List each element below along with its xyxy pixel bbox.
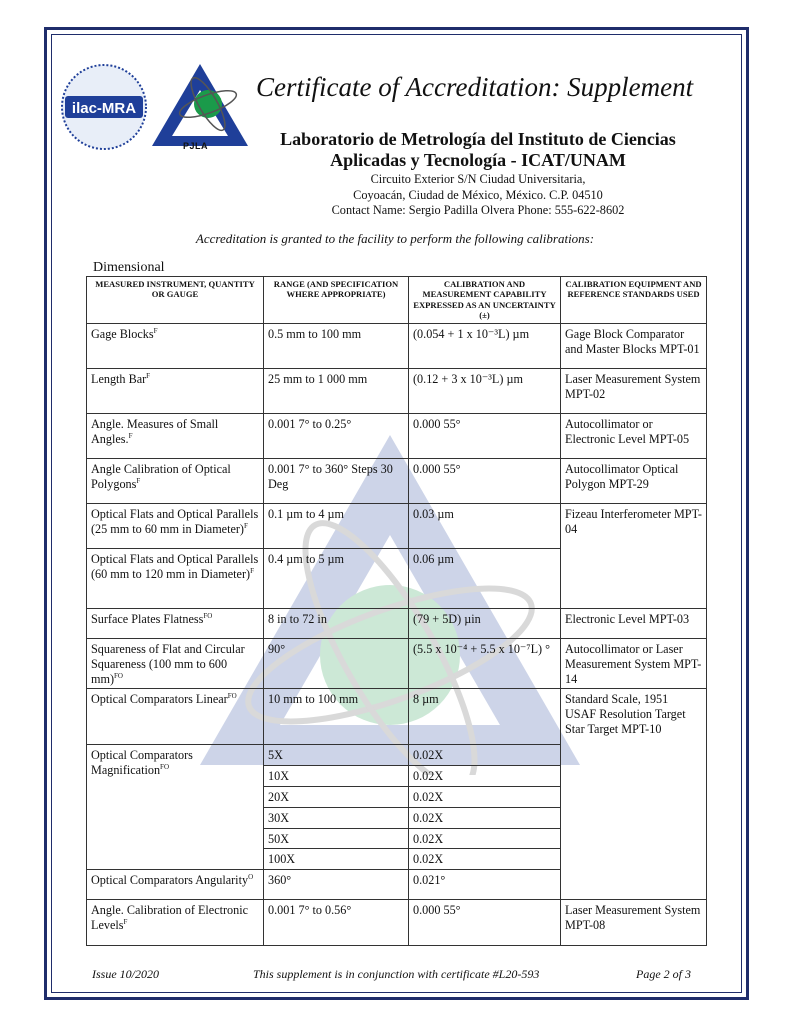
table-row [87,324,707,369]
header-equipment: CALIBRATION EQUIPMENT AND REFERENCE STANDARDS USED [561,277,707,324]
cell-range: 10X [264,766,409,787]
table-row [87,504,707,549]
cell-instrument: Optical Comparators Linear$^{FO}$ [87,689,264,745]
cell-equipment: Laser Measurement System MPT-02 [561,369,707,414]
cell-instrument: Squareness of Flat and Circular Squareness (100 mm to 600 mm)$^{FO}$ [87,639,264,689]
cell-uncertainty: 0.02X [409,849,561,870]
cell-range: 20X [264,786,409,807]
cell-uncertainty: (79 + 5D) µin [409,609,561,639]
pjla-logo-text: PJLA [183,141,209,151]
cell-range: 8 in to 72 in [264,609,409,639]
cell-range: 5X [264,745,409,766]
cell-instrument: Optical Flats and Optical Parallels (60 mm to 120 mm in Diameter)$^F$ [87,549,264,609]
lab-name-line2: Aplicadas y Tecnología - ICAT/UNAM [330,150,626,170]
cell-range: 0.001 7° to 0.56° [264,900,409,946]
footer-note: This supplement is in conjunction with certificate #L20-593 [253,967,540,981]
table-row [87,369,707,414]
cell-equipment: Fizeau Interferometer MPT-04 [561,504,707,609]
cell-instrument: Angle. Calibration of Electronic Levels$^F$ [87,900,264,946]
cell-uncertainty: (5.5 x 10⁻⁴ + 5.5 x 10⁻⁷L) ° [409,639,561,689]
cell-uncertainty: 0.02X [409,745,561,766]
footer-issue: Issue 10/2020 [92,967,159,981]
footer-page: Page 2 of 3 [636,967,691,981]
table-row [87,609,707,639]
certificate-title: Certificate of Accreditation: Supplement [256,72,694,102]
cell-range: 0.4 µm to 5 µm [264,549,409,609]
cell-uncertainty: (0.054 + 1 x 10⁻³L) µm [409,324,561,369]
cell-uncertainty: 0.02X [409,766,561,787]
lab-name-line1: Laboratorio de Metrología del Instituto de Ciencias [280,129,676,149]
cell-equipment: Electronic Level MPT-03 [561,609,707,639]
cell-uncertainty: 0.021° [409,870,561,900]
cell-range: 0.001 7° to 360° Steps 30 Deg [264,459,409,504]
cell-uncertainty: 0.02X [409,828,561,849]
accreditation-intro: Accreditation is granted to the facility to perform the following calibrations: [195,231,595,246]
cell-uncertainty: 0.000 55° [409,414,561,459]
cell-instrument: Angle. Measures of Small Angles.$^F$ [87,414,264,459]
cell-range: 90° [264,639,409,689]
table-row [87,900,707,946]
cell-uncertainty: 0.02X [409,807,561,828]
contact-line: Contact Name: Sergio Padilla Olvera Phone: 555-622-8602 [331,203,625,217]
cell-instrument: Gage Blocks$^F$ [87,324,264,369]
address-line1: Circuito Exterior S/N Ciudad Universitaria, [370,172,586,186]
cell-uncertainty: 0.03 µm [409,504,561,549]
cell-range: 360° [264,870,409,900]
cell-range: 10 mm to 100 mm [264,689,409,745]
table-row [87,689,707,745]
header-uncertainty: CALIBRATION AND MEASUREMENT CAPABILITY EXPRESSED AS AN UNCERTAINTY (±) [409,277,561,324]
table-row [87,639,707,689]
cell-instrument: Optical Comparators Magnification$^{FO}$ [87,745,264,870]
header-instrument: MEASURED INSTRUMENT, QUANTITY OR GAUGE [87,277,264,324]
cell-uncertainty: 0.02X [409,786,561,807]
section-title: Dimensional [93,260,165,275]
cell-range: 100X [264,849,409,870]
header-range: RANGE (AND SPECIFICATION WHERE APPROPRIATE) [264,277,409,324]
table-header-row [87,277,707,324]
cell-instrument: Optical Comparators Angularity$^O$ [87,870,264,900]
cell-range: 0.5 mm to 100 mm [264,324,409,369]
cell-uncertainty: 0.000 55° [409,900,561,946]
lab-address [250,172,706,219]
cell-range: 25 mm to 1 000 mm [264,369,409,414]
cell-equipment: Autocollimator Optical Polygon MPT-29 [561,459,707,504]
cell-equipment: Standard Scale, 1951 USAF Resolution Target Star Target MPT-10 [561,689,707,900]
cell-uncertainty: 0.06 µm [409,549,561,609]
cell-range: 0.1 µm to 4 µm [264,504,409,549]
table-row [87,459,707,504]
table-row [87,414,707,459]
cell-equipment: Autocollimator or Electronic Level MPT-05 [561,414,707,459]
cell-equipment: Gage Block Comparator and Master Blocks MPT-01 [561,324,707,369]
cell-uncertainty: (0.12 + 3 x 10⁻³L) µm [409,369,561,414]
cell-range: 50X [264,828,409,849]
lab-name [250,129,706,171]
cell-equipment: Laser Measurement System MPT-08 [561,900,707,946]
cell-uncertainty: 8 µm [409,689,561,745]
ilac-logo-text: ilac-MRA [71,100,137,117]
cell-instrument: Surface Plates Flatness$^{FO}$ [87,609,264,639]
cell-equipment: Autocollimator or Laser Measurement System MPT-14 [561,639,707,689]
cell-range: 0.001 7° to 0.25° [264,414,409,459]
ilac-mra-logo [59,62,149,152]
cell-instrument: Length Bar$^F$ [87,369,264,414]
cell-instrument: Angle Calibration of Optical Polygons$^F$ [87,459,264,504]
calibration-table [86,276,707,946]
address-line2: Coyoacán, Ciudad de México, México. C.P. 04510 [353,187,603,202]
cell-range: 30X [264,807,409,828]
cell-uncertainty: 0.000 55° [409,459,561,504]
cell-instrument: Optical Flats and Optical Parallels (25 mm to 60 mm in Diameter)$^F$ [87,504,264,549]
